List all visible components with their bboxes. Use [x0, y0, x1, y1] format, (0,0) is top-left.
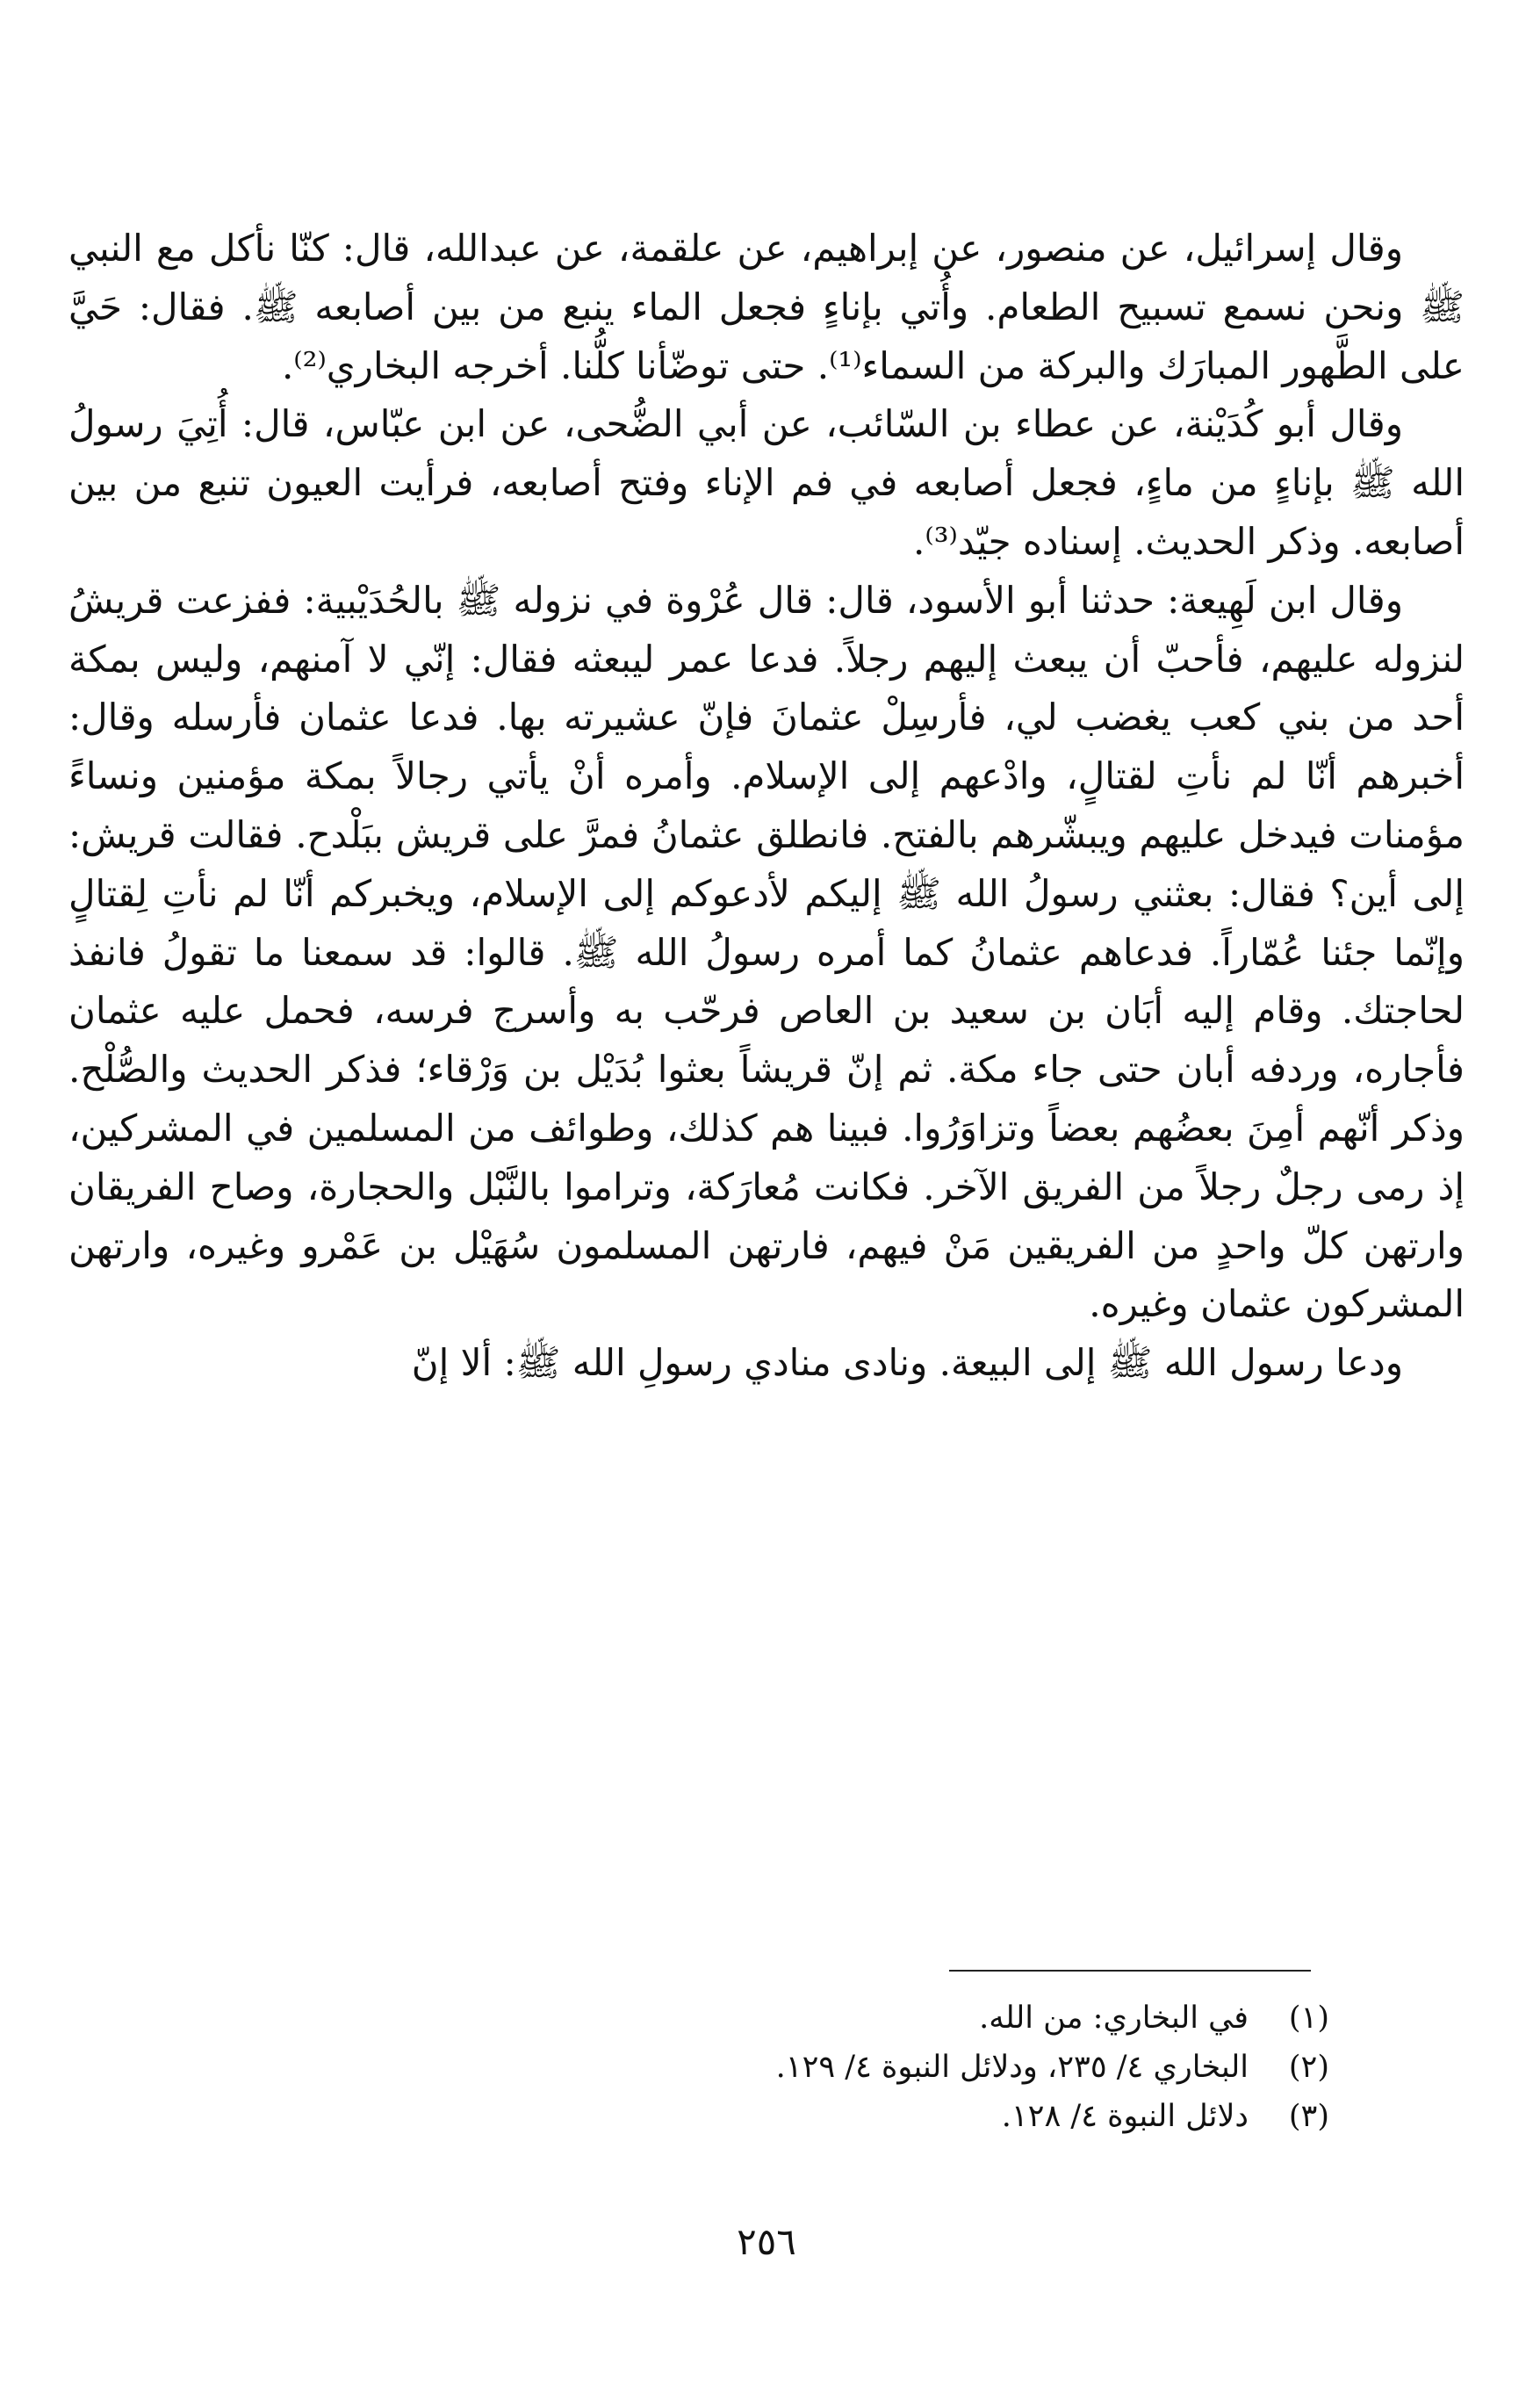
footnote-text: البخاري ٤/ ٢٣٥، ودلائل النبوة ٤/ ١٢٩. — [775, 2050, 1249, 2085]
footnotes — [100, 1993, 1329, 2141]
footnote-number: (٢) — [1288, 2050, 1329, 2085]
page-number: ٢٥٦ — [737, 2220, 796, 2263]
paragraph-4: ودعا رسول الله ﷺ إلى البيعة. ونادى منادي رسولِ الله ﷺ: ألا إنّ — [411, 1341, 1403, 1385]
footnote-1 — [100, 1993, 1329, 2043]
main-text — [68, 220, 1465, 1393]
paragraph-3: وقال ابن لَهِيعة: حدثنا أبو الأسود، قال: قال عُرْوة في نزوله ﷺ بالحُدَيْبية: ففزعت قريشُ لنزوله عليهم، فأحبّ أن يبعث إليهم رجلاً. فدعا عمر ليبعثه فقال: إنّي لا آمنهم، وليس بمكة أحد من بني كعب يغضب لي، فأرسِلْ عثمانَ فإنّ عشيرته بها. فدعا عثمان فأرسله وقال: أخبرهم أنّا لم نأتِ لقتالٍ، وادْعهم إلى الإسلام. وأمره أنْ يأتي رجالاً بمكة مؤمنين ونساءً مؤمنات فيدخل عليهم ويبشّرهم بالفتح. فانطلق عثمانُ فمرَّ على قريش ببَلْدح. فقالت قريش: إلى أين؟ فقال: بعثني رسولُ الله ﷺ إليكم لأدعوكم إلى الإسلام، ويخبركم أنّا لم نأتِ لِقتالٍ وإنّما جئنا عُمّاراً. فدعاهم عثمانُ كما أمره رسولُ الله ﷺ. قالوا: قد سمعنا ما تقولُ فانفذ لحاجتك. وقام إليه أبَان بن سعيد بن العاص فرحّب به وأسرج فرسه، فحمل عليه عثمان فأجاره، وردفه أبان حتى جاء مكة. ثم إنّ قريشاً بعثوا بُدَيْل بن وَرْقاء؛ فذكر الحديث والصُّلْح. وذكر أنّهم أمِنَ بعضُهم بعضاً وتزاوَرُوا. فبينا هم كذلك، وطوائف من المسلمين في المشركين، إذ رمى رجلٌ رجلاً من الفريق الآخر. فكانت مُعارَكة، وتراموا بالنَّبْل والحجارة، وصاح الفريقان وارتهن كلّ واحدٍ من الفريقين مَنْ فيهم، فارتهن المسلمون سُهَيْل بن عَمْرو وغيره، وارتهن المشركون عثمان وغيره. — [68, 578, 1465, 1326]
footnote-3 — [100, 2092, 1329, 2141]
footnote-text: في البخاري: من الله. — [979, 2001, 1249, 2036]
footnote-divider — [949, 1970, 1311, 1972]
footnote-number: (٣) — [1288, 2099, 1329, 2134]
footnote-text: دلائل النبوة ٤/ ١٢٨. — [1001, 2099, 1249, 2134]
paragraph-1: وقال إسرائيل، عن منصور، عن إبراهيم، عن علقمة، عن عبدالله، قال: كنّا نأكل مع النبي ﷺ ونحن نسمع تسبيح الطعام. وأُتي بإناءٍ فجعل الماء ينبع من بين أصابعه ﷺ. فقال: حَيَّ على الطَّهور المبارَك والبركة من السماء⁽¹⁾. حتى توضّأنا كلُّنا. أخرجه البخاري⁽²⁾. — [68, 227, 1465, 387]
footnote-2 — [100, 2043, 1329, 2092]
footnote-number: (١) — [1288, 2001, 1329, 2036]
paragraph-2: وقال أبو كُدَيْنة، عن عطاء بن السّائب، عن أبي الضُّحى، عن ابن عبّاس، قال: أُتِيَ رسولُ الله ﷺ بإناءٍ من ماءٍ، فجعل أصابعه في فم الإناء وفتح أصابعه، فرأيت العيون تنبع من بين أصابعه. وذكر الحديث. إسناده جيّد⁽³⁾. — [68, 402, 1465, 563]
